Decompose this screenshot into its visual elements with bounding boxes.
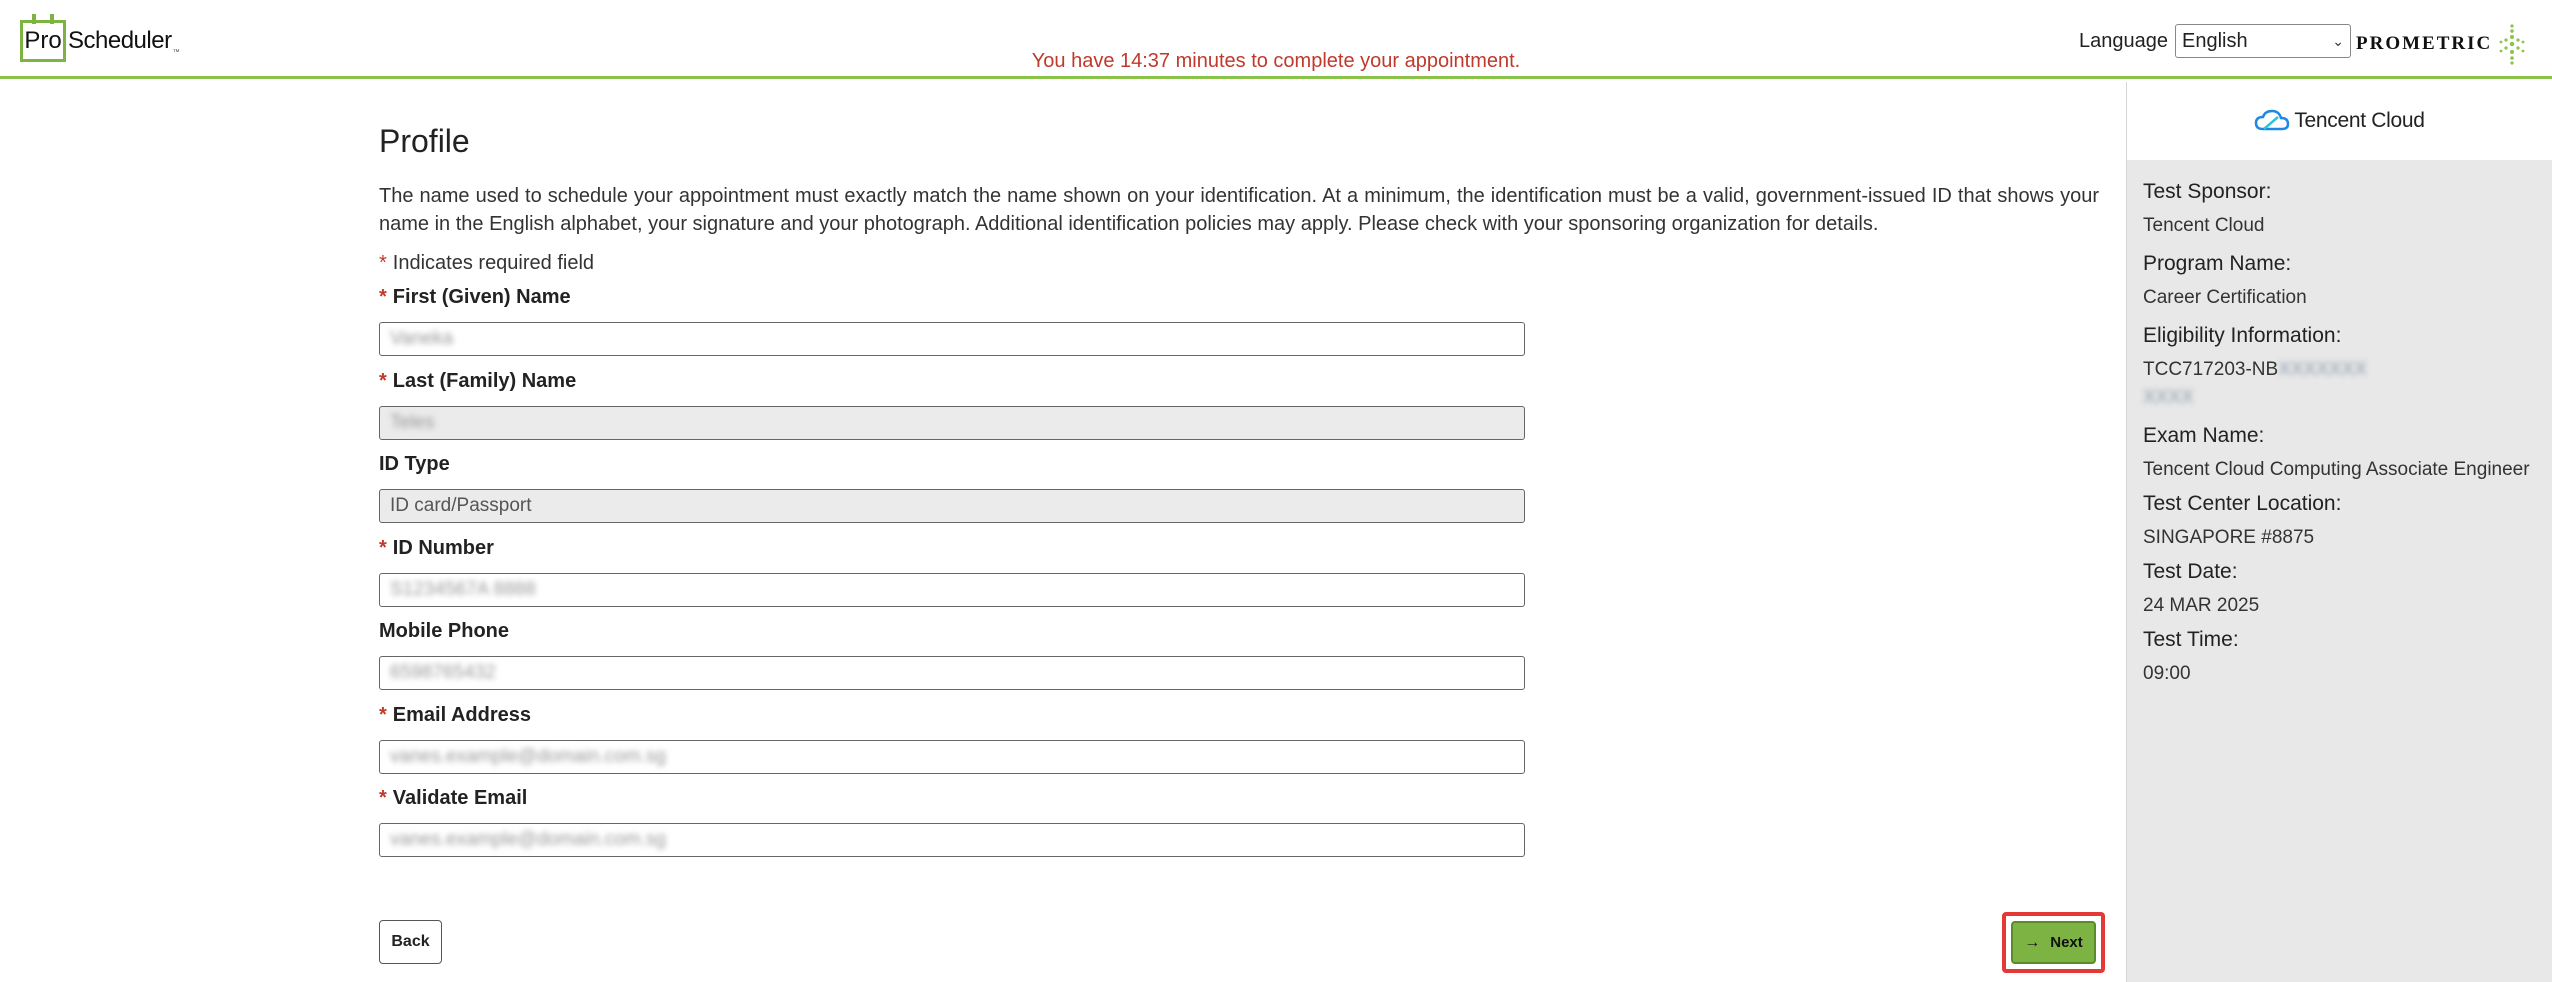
test-date-label: Test Date:	[2143, 560, 2238, 583]
language-dropdown[interactable]	[2175, 24, 2351, 58]
next-button-highlight	[2002, 912, 2105, 973]
last-name-field	[379, 370, 1525, 440]
email-input[interactable]: vanes.example@domain.com.sg	[379, 740, 1525, 774]
next-button[interactable]	[2011, 921, 2096, 964]
first-name-field	[379, 286, 1525, 356]
validate-email-field	[379, 787, 1525, 857]
language-selector	[2079, 24, 2351, 58]
arrow-right-icon: →	[2024, 933, 2041, 951]
logo-trademark: ™	[172, 48, 180, 56]
first-name-input[interactable]: Vaneka	[379, 322, 1525, 356]
chevron-down-icon: ⌄	[2332, 32, 2344, 49]
back-button[interactable]: Back	[379, 920, 442, 964]
validate-email-input[interactable]: vanes.example@domain.com.sg	[379, 823, 1525, 857]
tencent-cloud-icon	[2254, 109, 2290, 133]
sponsor-logo	[2127, 82, 2552, 160]
page-title: Profile	[379, 123, 470, 159]
test-sponsor-label: Test Sponsor:	[2143, 180, 2272, 203]
intro-text: The name used to schedule your appointment must exactly match the name shown on your identification. At a minimum, the identification must be a valid, government-issued ID that shows your name in the English alphabet, your signature and your photograph. Additional identification policies may apply. Please check with your sponsoring organization for details.	[379, 185, 2099, 235]
eligibility-value: TCC717203-NBXXXXXXX	[2143, 359, 2367, 380]
language-label: Language	[2079, 29, 2168, 52]
id-number-input[interactable]: S1234567A 8888	[379, 573, 1525, 607]
program-name-value: Career Certification	[2143, 287, 2307, 308]
last-name-label: * Last (Family) Name	[379, 370, 577, 392]
required-star: *	[379, 252, 387, 274]
email-label: * Email Address	[379, 704, 531, 726]
first-name-label: * First (Given) Name	[379, 286, 571, 308]
required-field-note: * Indicates required field	[379, 252, 595, 274]
mobile-phone-label: Mobile Phone	[379, 620, 509, 642]
prometric-logo	[2356, 22, 2526, 66]
validate-email-label: * Validate Email	[379, 787, 528, 809]
next-button-label: Next	[2050, 934, 2083, 951]
test-center-value: SINGAPORE #8875	[2143, 527, 2315, 548]
app-header	[0, 0, 2552, 79]
logo-name: Scheduler	[68, 27, 172, 54]
mobile-phone-field	[379, 620, 1525, 690]
exam-name-label: Exam Name:	[2143, 424, 2265, 447]
email-field	[379, 704, 1525, 774]
id-number-label: * ID Number	[379, 537, 494, 559]
logo-box: Pro	[20, 20, 66, 62]
id-type-label: ID Type	[379, 453, 450, 475]
language-selected: English	[2181, 29, 2248, 52]
summary-details	[2127, 160, 2552, 686]
sponsor-logo-text: Tencent Cloud	[2294, 109, 2425, 132]
test-center-label: Test Center Location:	[2143, 492, 2342, 515]
test-sponsor-value: Tencent Cloud	[2143, 215, 2265, 236]
test-time-value: 09:00	[2143, 663, 2191, 684]
profile-form-area	[379, 120, 2099, 275]
id-type-field	[379, 453, 1525, 523]
test-time-label: Test Time:	[2143, 628, 2239, 651]
eligibility-value-line2: XXXX	[2143, 387, 2194, 408]
prometric-spark-icon	[2498, 22, 2526, 66]
exam-name-value: Tencent Cloud Computing Associate Engineer	[2143, 459, 2530, 480]
test-date-value: 24 MAR 2025	[2143, 595, 2260, 616]
eligibility-label: Eligibility Information:	[2143, 324, 2342, 347]
prometric-wordmark: PROMETRIC	[2356, 33, 2493, 54]
appointment-summary-sidebar	[2126, 82, 2552, 982]
program-name-label: Program Name:	[2143, 252, 2292, 275]
last-name-input: Teles	[379, 406, 1525, 440]
id-type-input: ID card/Passport	[379, 489, 1525, 523]
id-number-field	[379, 537, 1525, 607]
timer-message: You have 14:37 minutes to complete your appointment.	[1031, 50, 1521, 72]
mobile-phone-input[interactable]: 6598765432	[379, 656, 1525, 690]
